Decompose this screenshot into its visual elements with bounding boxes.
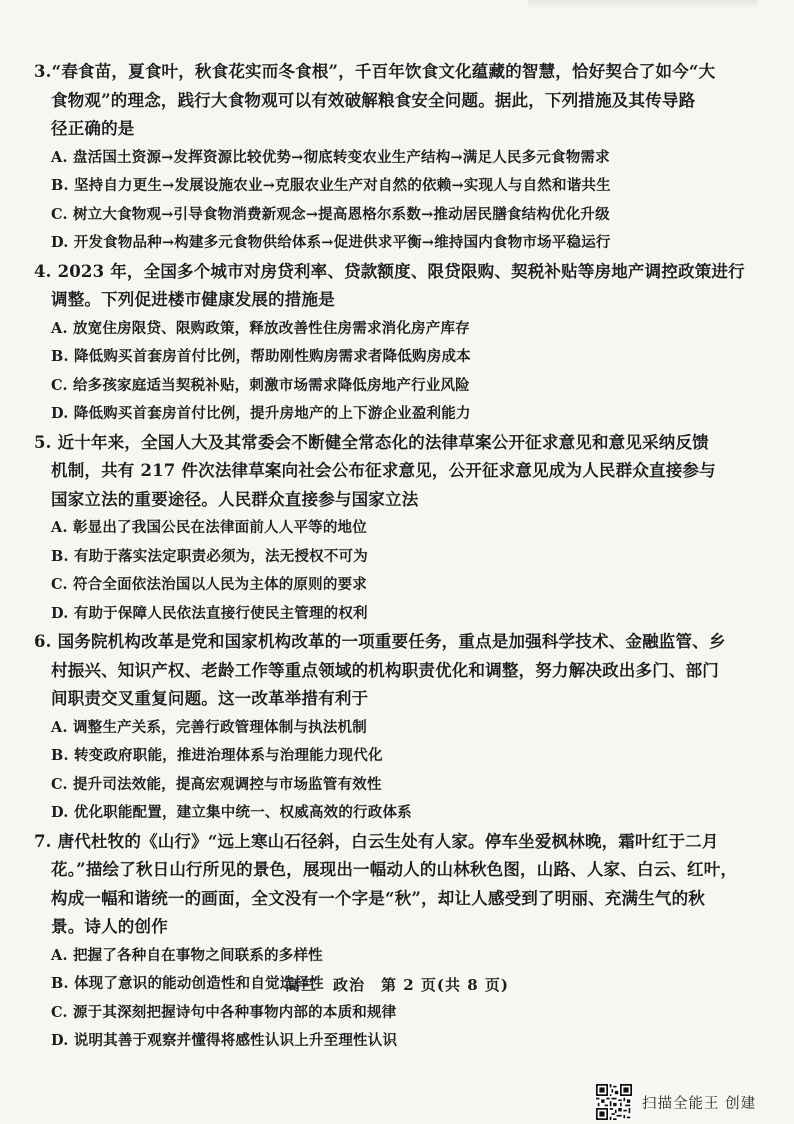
- option-c: C. 源于其深刻把握诗句中各种事物内部的本质和规律: [51, 1003, 397, 1021]
- question-5-options: [34, 514, 774, 628]
- stem-line: 4. 2023 年，全国多个城市对房贷利率、贷款额度、限贷限购、契税补贴等房地产调控政策进行: [34, 261, 745, 281]
- option-d: D. 有助于保障人民依法直接行使民主管理的权利: [51, 604, 368, 622]
- question-4: [34, 258, 774, 429]
- option-c: C. 给多孩家庭适当契税补贴，刺激市场需求降低房地产行业风险: [51, 376, 470, 394]
- option-b: B. 有助于落实法定职责必须为，法无授权不可为: [51, 547, 368, 565]
- stem-line: 花。”描绘了秋日山行所见的景色，展现出一幅动人的山林秋色图，山路、人家、白云、红叶，: [51, 860, 738, 879]
- option-a: A. 放宽住房限贷、限购政策，释放改善性住房需求消化房产库存: [51, 319, 470, 337]
- stem-line: 7. 唐代杜牧的《山行》“远上寒山石径斜，白云生处有人家。停车坐爱枫林晚，霜叶红于二月: [34, 831, 719, 851]
- stem-line: 食物观”的理念，践行大食物观可以有效破解粮食安全问题。据此，下列措施及其传导路: [51, 90, 696, 110]
- question-7-stem: [34, 828, 774, 942]
- page-footer: 高三 政治 第 2 页(共 8 页): [285, 976, 509, 994]
- question-6: [34, 628, 774, 828]
- option-d: D. 开发食物品种→构建多元食物供给体系→促进供求平衡→维持国内食物市场平稳运行: [51, 234, 611, 251]
- question-7: [34, 828, 774, 1056]
- option-b: B. 降低购买首套房首付比例，帮助刚性购房需求者降低购房成本: [51, 348, 471, 365]
- question-7-options: [34, 942, 774, 1056]
- question-5: [34, 429, 774, 629]
- question-3: [34, 58, 774, 258]
- option-d: D. 降低购买首套房首付比例，提升房地产的上下游企业盈利能力: [51, 405, 471, 422]
- option-a: A. 盘活国土资源→发挥资源比较优势→彻底转变农业生产结构→满足人民多元食物需求: [51, 148, 610, 166]
- option-c: C. 提升司法效能，提高宏观调控与市场监管有效性: [51, 775, 382, 793]
- stem-line: 构成一幅和谐统一的画面，全文没有一个字是“秋”，却让人感受到了明丽、充满生气的秋: [51, 888, 705, 908]
- stem-line: 机制，共有 217 件次法律草案向社会公布征求意见，公开征求意见成为人民群众直接参与: [51, 461, 716, 480]
- option-d: D. 优化职能配置，建立集中统一、权威高效的行政体系: [51, 804, 412, 821]
- question-3-stem: [34, 58, 774, 144]
- option-c: C. 符合全面依法治国以人民为主体的原则的要求: [51, 576, 367, 593]
- option-c: C. 树立大食物观→引导食物消费新观念→提高恩格尔系数→推动居民膳食结构优化升级: [51, 205, 610, 223]
- question-list: [34, 58, 774, 1056]
- question-3-options: [34, 144, 774, 258]
- question-5-stem: [34, 429, 774, 515]
- stem-line: 6. 国务院机构改革是党和国家机构改革的一项重要任务，重点是加强科学技术、金融监管、乡: [34, 632, 726, 651]
- stem-line: 景。诗人的创作: [51, 917, 168, 936]
- stem-line: 调整。下列促进楼市健康发展的措施是: [51, 290, 335, 309]
- stem-line: 径正确的是: [51, 119, 135, 138]
- option-d: D. 说明其善于观察并懂得将感性认识上升至理性认识: [51, 1032, 398, 1049]
- option-a: A. 把握了各种自在事物之间联系的多样性: [51, 946, 323, 964]
- option-b: B. 坚持自力更生→发展设施农业→克服农业生产对自然的依赖→实现人与自然和谐共生: [51, 177, 611, 194]
- question-6-options: [34, 714, 774, 828]
- option-b: B. 转变政府职能，推进治理体系与治理能力现代化: [51, 747, 383, 764]
- qr-code-icon: [596, 1084, 632, 1120]
- scan-edge-shadow: [528, 0, 758, 8]
- option-a: A. 彰显出了我国公民在法律面前人人平等的地位: [51, 519, 367, 536]
- question-6-stem: [34, 628, 774, 714]
- stem-line: 间职责交叉重复问题。这一改革举措有利于: [51, 689, 369, 708]
- option-b: B. 体现了意识的能动创造性和自觉选择性: [51, 975, 324, 992]
- stem-line: 国家立法的重要途径。人民群众直接参与国家立法: [51, 489, 419, 509]
- stem-line: 村振兴、知识产权、老龄工作等重点领域的机构职责优化和调整，努力解决政出多门、部门: [51, 660, 719, 680]
- question-4-stem: [34, 258, 774, 315]
- option-a: A. 调整生产关系，完善行政管理体制与执法机制: [51, 718, 367, 736]
- question-4-options: [34, 315, 774, 429]
- stem-line: 3.“春食苗，夏食叶，秋食花实而冬食根”，千百年饮食文化蕴藏的智慧，恰好契合了如今“大: [34, 62, 716, 81]
- stem-line: 5. 近十年来，全国人大及其常委会不断健全常态化的法律草案公开征求意见和意见采纳反馈: [34, 432, 709, 452]
- scanner-watermark: [596, 1082, 756, 1122]
- scanner-label: 扫描全能王 创建: [642, 1095, 757, 1112]
